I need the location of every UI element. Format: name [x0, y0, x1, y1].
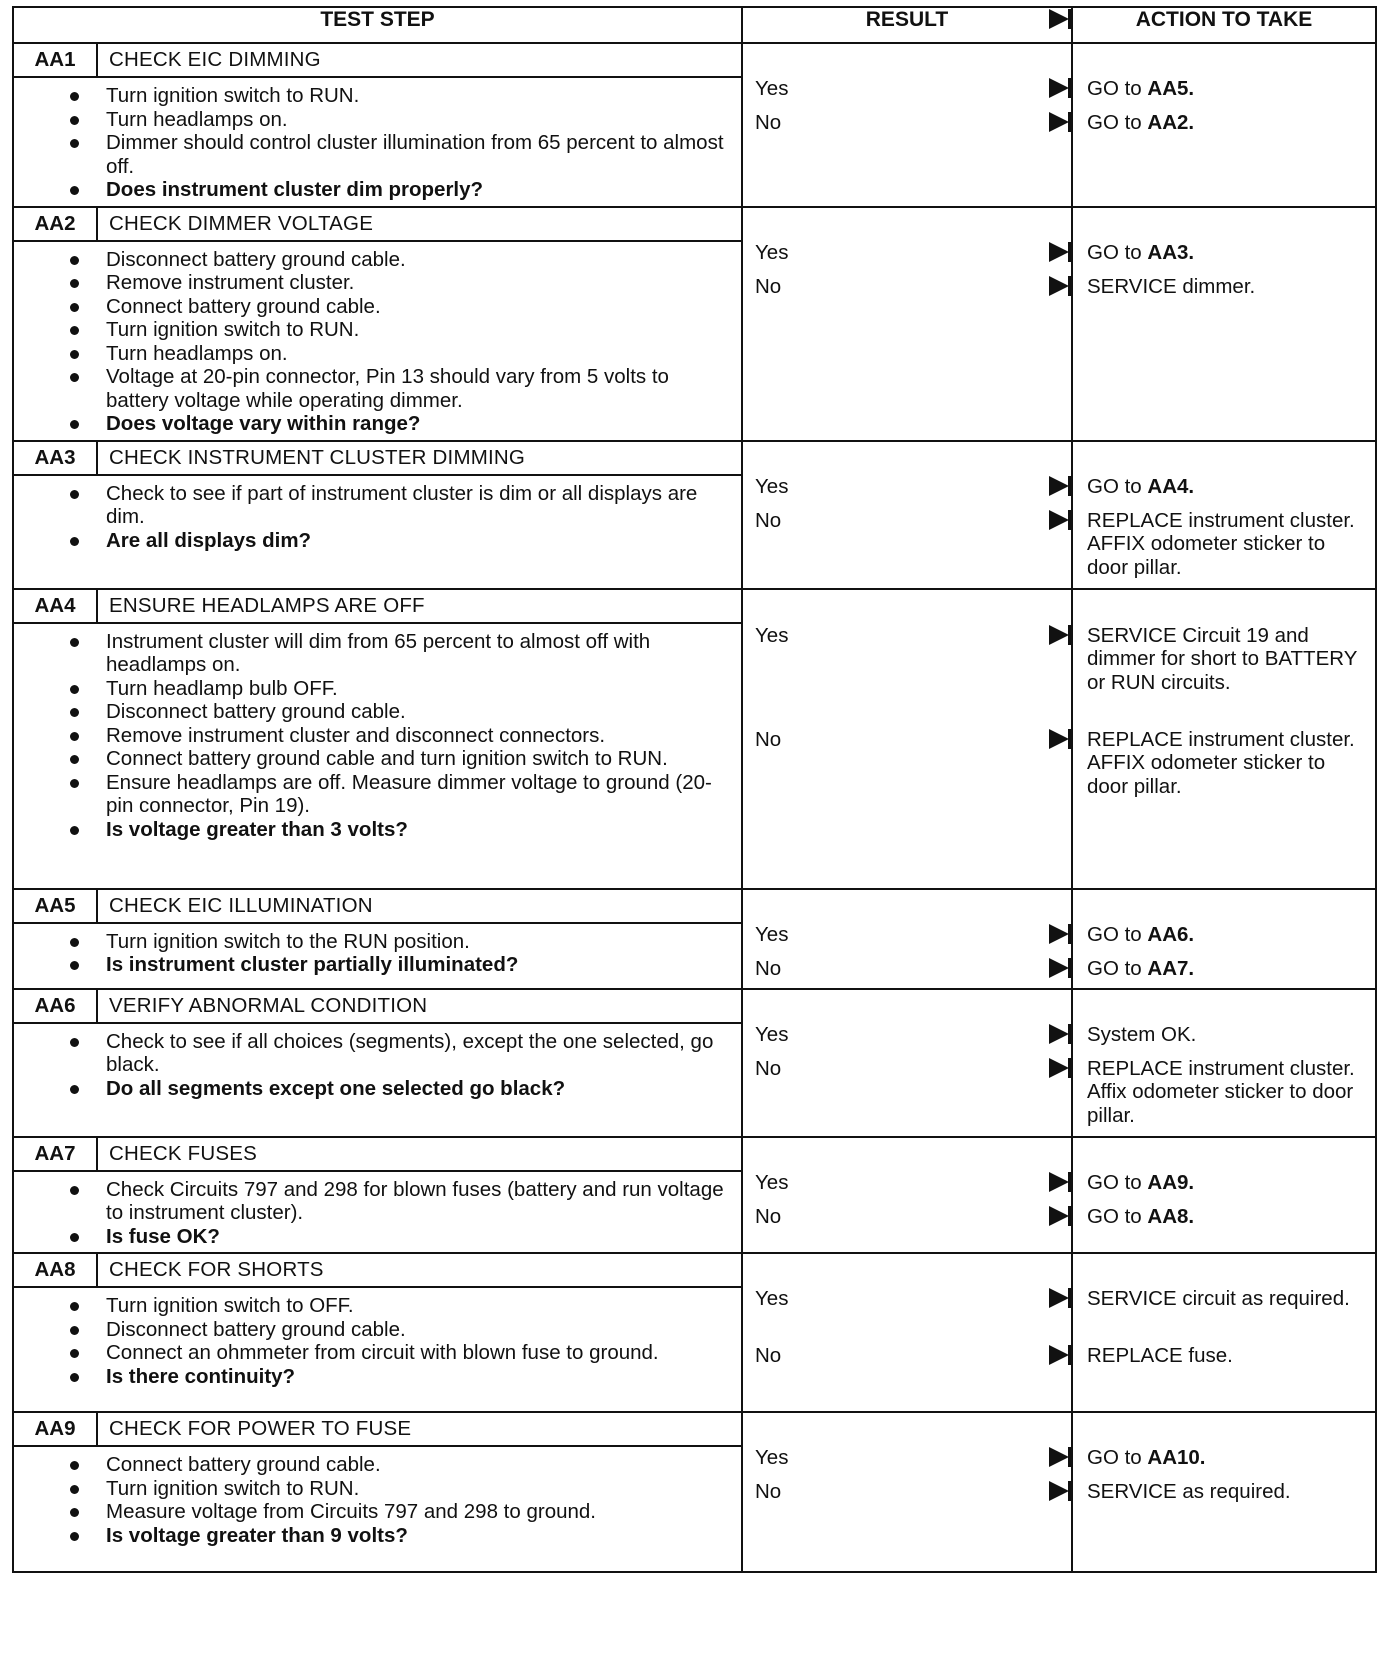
step-title: CHECK FOR SHORTS: [109, 1258, 324, 1281]
result-yes: [743, 1287, 1071, 1311]
action-text: [1087, 1171, 1367, 1195]
arrow-right-icon: [1049, 1345, 1069, 1365]
step-question: Is fuse OK?: [106, 1225, 733, 1249]
header-result: [742, 7, 1072, 43]
result-cell: [742, 889, 1072, 989]
result-yes: [743, 923, 1071, 947]
arrow-right-icon: [1049, 476, 1069, 496]
step-title: CHECK EIC DIMMING: [109, 48, 321, 71]
step-title: CHECK DIMMER VOLTAGE: [109, 211, 374, 235]
action-cell: [1072, 1412, 1376, 1572]
result-cell: [742, 1137, 1072, 1254]
result-no: [743, 1480, 1071, 1504]
step-question: Is voltage greater than 9 volts?: [106, 1524, 733, 1548]
step-instructions: [14, 242, 741, 440]
result-label: No: [755, 727, 782, 751]
result-label: Yes: [755, 77, 789, 100]
action-text: [1087, 728, 1367, 799]
action-text: [1087, 275, 1367, 299]
test-step-cell: [13, 989, 742, 1137]
result-yes: [743, 624, 1071, 648]
step-instruction: Turn ignition switch to OFF.: [106, 1294, 733, 1318]
arrow-right-icon: [1049, 1024, 1069, 1044]
result-label: Yes: [755, 474, 789, 498]
action-text: [1087, 1057, 1367, 1128]
test-step-cell: [13, 441, 742, 589]
step-instruction: Check to see if all choices (segments), except the one selected, go black.: [106, 1030, 733, 1077]
result-yes: [743, 1023, 1071, 1047]
result-yes: [743, 1446, 1071, 1470]
action-text: [1087, 624, 1367, 695]
result-yes: [743, 475, 1071, 499]
result-yes: [743, 1171, 1071, 1195]
action-step-reference: AA4.: [1147, 474, 1195, 498]
result-no: [743, 1205, 1071, 1229]
step-id: AA5: [14, 890, 98, 922]
step-title: CHECK INSTRUMENT CLUSTER DIMMING: [109, 445, 526, 469]
step-title: CHECK FOR POWER TO FUSE: [109, 1417, 412, 1440]
step-instruction: Connect battery ground cable and turn ignition switch to RUN.: [106, 747, 733, 771]
steps-body: [13, 43, 1376, 1572]
step-row-aa2: [13, 207, 1376, 441]
step-row-aa3: [13, 441, 1376, 589]
arrow-right-icon: [1049, 78, 1069, 98]
step-instructions: [14, 1288, 741, 1392]
step-instruction: Check Circuits 797 and 298 for blown fuses (battery and run voltage to instrument cluster).: [106, 1178, 733, 1225]
step-instructions: [14, 624, 741, 846]
step-instruction: Connect battery ground cable.: [106, 1453, 733, 1477]
step-id: AA7: [14, 1138, 98, 1170]
result-cell: [742, 989, 1072, 1137]
action-cell: [1072, 1137, 1376, 1254]
result-no: [743, 728, 1071, 752]
step-instruction: Turn headlamps on.: [106, 342, 733, 366]
arrow-right-icon: [1049, 1058, 1069, 1078]
header-action: ACTION TO TAKE: [1072, 7, 1376, 43]
action-cell: [1072, 1253, 1376, 1412]
action-step-reference: AA8.: [1147, 1204, 1195, 1228]
action-step-reference: AA2.: [1147, 111, 1195, 134]
step-instructions: [14, 78, 741, 206]
action-text: [1087, 111, 1367, 135]
action-instruction: REPLACE instrument cluster. AFFIX odometer sticker to door pillar.: [1087, 727, 1355, 798]
step-instruction: Ensure headlamps are off. Measure dimmer voltage to ground (20-pin connector, Pin 19).: [106, 771, 733, 818]
step-header: [14, 590, 741, 624]
action-step-reference: AA3.: [1147, 240, 1195, 264]
action-instruction: REPLACE fuse.: [1087, 1344, 1233, 1367]
step-instructions: [14, 924, 741, 981]
result-label: No: [755, 1056, 782, 1080]
result-yes: [743, 77, 1071, 101]
action-text: [1087, 1287, 1367, 1311]
test-step-cell: [13, 589, 742, 889]
result-label: Yes: [755, 1022, 789, 1046]
action-instruction: GO to: [1087, 77, 1142, 100]
step-instruction: Turn headlamps on.: [106, 108, 733, 132]
result-label: Yes: [755, 922, 789, 946]
step-question: Are all displays dim?: [106, 529, 733, 553]
action-text: [1087, 509, 1367, 580]
arrow-right-icon: [1049, 1172, 1069, 1192]
step-id: AA1: [14, 44, 98, 76]
step-question: Is voltage greater than 3 volts?: [106, 818, 733, 842]
result-cell: [742, 207, 1072, 441]
action-instruction: REPLACE instrument cluster. Affix odometer sticker to door pillar.: [1087, 1056, 1355, 1127]
action-cell: [1072, 589, 1376, 889]
action-text: [1087, 77, 1367, 101]
action-text: [1087, 957, 1367, 981]
header-result-label: RESULT: [865, 8, 949, 31]
arrow-right-icon: [1049, 924, 1069, 944]
action-step-reference: AA7.: [1147, 956, 1195, 980]
arrow-right-icon: [1049, 1481, 1069, 1501]
test-step-cell: [13, 1137, 742, 1254]
action-text: [1087, 1480, 1367, 1504]
test-step-cell: [13, 1412, 742, 1572]
step-title: CHECK EIC ILLUMINATION: [109, 893, 373, 917]
step-instruction: Connect battery ground cable.: [106, 295, 733, 319]
arrow-right-icon: [1049, 112, 1069, 132]
step-header: [14, 990, 741, 1024]
action-cell: [1072, 43, 1376, 207]
action-instruction: GO to: [1087, 1446, 1142, 1469]
step-question: Is there continuity?: [106, 1365, 733, 1389]
step-instruction: Turn ignition switch to RUN.: [106, 1477, 733, 1501]
step-instruction: Turn ignition switch to RUN.: [106, 84, 733, 108]
step-question: Does voltage vary within range?: [106, 412, 733, 436]
step-id: AA9: [14, 1413, 98, 1445]
step-title: VERIFY ABNORMAL CONDITION: [109, 993, 428, 1017]
action-instruction: GO to: [1087, 1204, 1142, 1228]
result-no: [743, 1057, 1071, 1081]
action-text: [1087, 923, 1367, 947]
result-no: [743, 111, 1071, 135]
arrow-right-icon: [1049, 276, 1069, 296]
arrow-right-icon: [1049, 9, 1069, 29]
step-header: [14, 442, 741, 476]
step-instruction: Turn headlamp bulb OFF.: [106, 677, 733, 701]
step-instructions: [14, 1447, 741, 1551]
test-step-cell: [13, 207, 742, 441]
step-instructions: [14, 1172, 741, 1253]
action-step-reference: AA5.: [1147, 77, 1195, 100]
step-instruction: Turn ignition switch to the RUN position.: [106, 930, 733, 954]
action-instruction: GO to: [1087, 474, 1142, 498]
action-instruction: SERVICE circuit as required.: [1087, 1287, 1350, 1310]
arrow-right-icon: [1049, 1288, 1069, 1308]
action-instruction: REPLACE instrument cluster. AFFIX odometer sticker to door pillar.: [1087, 508, 1355, 579]
step-row-aa1: [13, 43, 1376, 207]
result-label: Yes: [755, 240, 789, 264]
header-test-step: TEST STEP: [13, 7, 742, 43]
step-instruction: Remove instrument cluster.: [106, 271, 733, 295]
result-yes: [743, 241, 1071, 265]
arrow-right-icon: [1049, 625, 1069, 645]
action-cell: [1072, 441, 1376, 589]
result-no: [743, 1344, 1071, 1368]
test-step-cell: [13, 1253, 742, 1412]
step-header: [14, 208, 741, 242]
action-instruction: GO to: [1087, 1170, 1142, 1194]
result-cell: [742, 1412, 1072, 1572]
step-header: [14, 890, 741, 924]
result-label: No: [755, 508, 782, 532]
result-no: [743, 275, 1071, 299]
action-instruction: GO to: [1087, 240, 1142, 264]
step-title: ENSURE HEADLAMPS ARE OFF: [109, 593, 425, 617]
step-instruction: Measure voltage from Circuits 797 and 298 to ground.: [106, 1500, 733, 1524]
step-instructions: [14, 476, 741, 557]
action-instruction: GO to: [1087, 956, 1142, 980]
step-instruction: Dimmer should control cluster illumination from 65 percent to almost off.: [106, 131, 733, 178]
arrow-right-icon: [1049, 242, 1069, 262]
step-instruction: Connect an ohmmeter from circuit with blown fuse to ground.: [106, 1341, 733, 1365]
action-text: [1087, 1446, 1367, 1470]
step-id: AA4: [14, 590, 98, 622]
step-row-aa8: [13, 1253, 1376, 1412]
step-instruction: Instrument cluster will dim from 65 percent to almost off with headlamps on.: [106, 630, 733, 677]
arrow-right-icon: [1049, 958, 1069, 978]
action-text: [1087, 1023, 1367, 1047]
step-instruction: Voltage at 20-pin connector, Pin 13 should vary from 5 volts to battery voltage while operating dimmer.: [106, 365, 733, 412]
step-question: Is instrument cluster partially illuminated?: [106, 953, 733, 977]
result-cell: [742, 43, 1072, 207]
action-cell: [1072, 989, 1376, 1137]
step-header: [14, 1413, 741, 1447]
action-text: [1087, 241, 1367, 265]
result-cell: [742, 1253, 1072, 1412]
step-instruction: Disconnect battery ground cable.: [106, 248, 733, 272]
step-instructions: [14, 1024, 741, 1105]
step-header: [14, 44, 741, 78]
result-label: No: [755, 111, 782, 134]
step-header: [14, 1254, 741, 1288]
step-id: AA6: [14, 990, 98, 1022]
action-instruction: SERVICE Circuit 19 and dimmer for short to BATTERY or RUN circuits.: [1087, 623, 1357, 694]
action-cell: [1072, 207, 1376, 441]
step-question: Do all segments except one selected go black?: [106, 1077, 733, 1101]
action-text: [1087, 1344, 1367, 1368]
step-title: CHECK FUSES: [109, 1141, 258, 1165]
step-row-aa5: [13, 889, 1376, 989]
step-instruction: Disconnect battery ground cable.: [106, 700, 733, 724]
result-no: [743, 957, 1071, 981]
action-instruction: GO to: [1087, 922, 1142, 946]
step-id: AA2: [14, 208, 98, 240]
result-cell: [742, 441, 1072, 589]
result-label: Yes: [755, 623, 789, 647]
step-instruction: Remove instrument cluster and disconnect connectors.: [106, 724, 733, 748]
step-row-aa6: [13, 989, 1376, 1137]
arrow-right-icon: [1049, 1447, 1069, 1467]
action-instruction: SERVICE as required.: [1087, 1480, 1291, 1503]
result-label: Yes: [755, 1287, 789, 1310]
action-instruction: System OK.: [1087, 1022, 1197, 1046]
result-label: No: [755, 1480, 782, 1503]
step-instruction: Check to see if part of instrument cluster is dim or all displays are dim.: [106, 482, 733, 529]
test-step-cell: [13, 43, 742, 207]
step-id: AA3: [14, 442, 98, 474]
step-instruction: Disconnect battery ground cable.: [106, 1318, 733, 1342]
diagnostic-table: [12, 6, 1377, 1573]
step-header: [14, 1138, 741, 1172]
result-label: No: [755, 274, 782, 298]
step-question: Does instrument cluster dim properly?: [106, 178, 733, 202]
result-label: No: [755, 1204, 782, 1228]
arrow-right-icon: [1049, 729, 1069, 749]
result-label: Yes: [755, 1446, 789, 1469]
action-step-reference: AA9.: [1147, 1170, 1195, 1194]
step-row-aa4: [13, 589, 1376, 889]
step-instruction: Turn ignition switch to RUN.: [106, 318, 733, 342]
step-id: AA8: [14, 1254, 98, 1286]
action-text: [1087, 475, 1367, 499]
step-row-aa9: [13, 1412, 1376, 1572]
arrow-right-icon: [1049, 1206, 1069, 1226]
result-label: No: [755, 1344, 782, 1367]
action-step-reference: AA10.: [1147, 1446, 1206, 1469]
result-no: [743, 509, 1071, 533]
arrow-right-icon: [1049, 510, 1069, 530]
action-cell: [1072, 889, 1376, 989]
test-step-cell: [13, 889, 742, 989]
action-text: [1087, 1205, 1367, 1229]
result-cell: [742, 589, 1072, 889]
step-row-aa7: [13, 1137, 1376, 1254]
result-label: Yes: [755, 1170, 789, 1194]
diagnostic-page: [12, 6, 1375, 1646]
action-instruction: GO to: [1087, 111, 1142, 134]
action-instruction: SERVICE dimmer.: [1087, 274, 1256, 298]
action-step-reference: AA6.: [1147, 922, 1195, 946]
result-label: No: [755, 956, 782, 980]
